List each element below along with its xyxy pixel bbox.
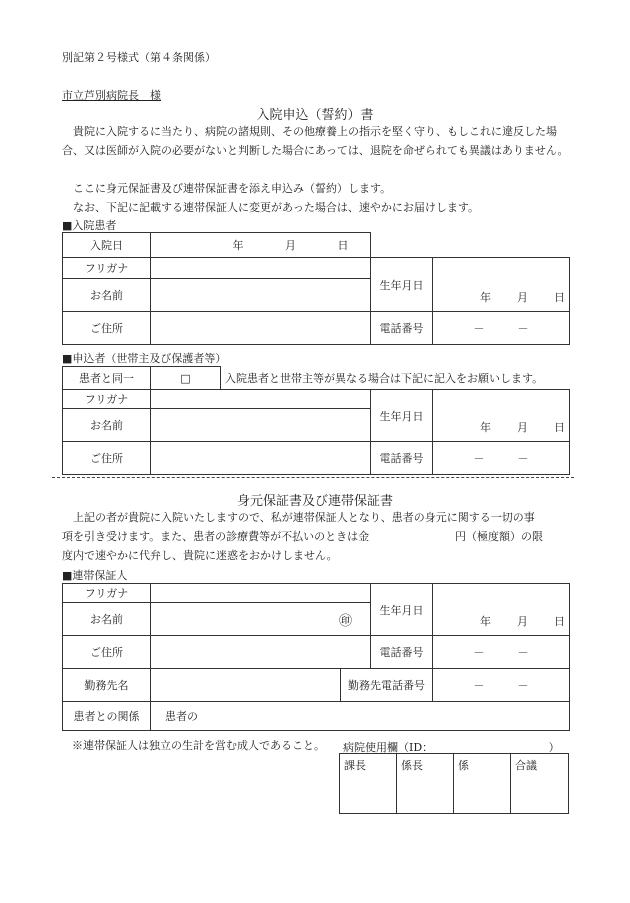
- guarantee-line-3: 度内で速やかに代弁し、貴院に迷惑をおかけしません。: [62, 549, 338, 562]
- patient-table: [62, 232, 570, 345]
- guarantor-section-label: ■連帯保証人: [62, 569, 128, 582]
- applicant-instruction: 入院患者と世帯主等が異なる場合は下記に記入をお願いします。: [225, 371, 544, 385]
- guarantor-name-field[interactable]: [151, 603, 371, 636]
- applicant-furigana-field[interactable]: [151, 390, 371, 409]
- patient-phone-label: 電話番号: [371, 312, 433, 345]
- guarantor-furigana-field[interactable]: [151, 584, 371, 603]
- patient-birth-label: 生年月日: [371, 258, 433, 312]
- applicant-table: [62, 366, 570, 475]
- patient-address-field[interactable]: [151, 312, 371, 345]
- patient-furigana-field[interactable]: [151, 258, 371, 279]
- day-mark: 日: [337, 239, 349, 252]
- applicant-name-field[interactable]: [151, 409, 371, 442]
- workplace-field[interactable]: [151, 669, 341, 702]
- office-col-staff: 係: [454, 754, 511, 814]
- guarantee-title: 身元保証書及び連帯保証書: [236, 494, 393, 509]
- patient-address-label: ご住所: [63, 312, 151, 345]
- applicant-birth-label: 生年月日: [371, 390, 433, 442]
- guarantor-address-field[interactable]: [151, 636, 371, 669]
- addressee: 市立芦別病院長 様: [62, 89, 161, 102]
- applicant-address-label: ご住所: [63, 442, 151, 475]
- applicant-section-label: ■申込者（世帯主及び保護者等）: [62, 352, 227, 365]
- admission-date-label: 入院日: [63, 233, 151, 258]
- patient-phone-field[interactable]: － －: [433, 312, 570, 345]
- office-use-caption: 病院使用欄（ID： ）: [343, 741, 560, 754]
- form-reference: 別記第２号様式（第４条関係）: [62, 51, 216, 64]
- applicant-name-label: お名前: [63, 409, 151, 442]
- office-use-table: [339, 753, 569, 814]
- cut-line: [52, 477, 574, 478]
- month-mark: 月: [285, 239, 296, 252]
- patient-section-label: ■入院患者: [62, 219, 117, 232]
- applicant-furigana-label: フリガナ: [63, 390, 151, 409]
- applicant-phone-label: 電話番号: [371, 442, 433, 475]
- applicant-address-field[interactable]: [151, 442, 371, 475]
- guarantor-note: ※連帯保証人は独立の生計を営む成人であること。: [72, 739, 325, 752]
- admission-date-field[interactable]: [151, 233, 371, 258]
- guarantor-birth-label: 生年月日: [371, 584, 433, 636]
- office-col-subsection-chief: 係長: [397, 754, 454, 814]
- guarantee-line-2a: 項を引き受けます。また、患者の診療費等が不払いのときは金: [62, 530, 370, 543]
- admission-paragraph-1: 貴院に入院するに当たり、病院の諸規則、その他療養上の指示を堅く守り、もしこれに違反した場合、又は医師が入院の必要がないと判断した場合にあっては、退院を命ぜられても異議はありません。: [62, 125, 569, 157]
- patient-name-field[interactable]: [151, 279, 371, 312]
- applicant-birth-field[interactable]: 年 月 日: [433, 390, 570, 442]
- guarantee-line-1: 上記の者が貴院に入院いたしますので、私が連帯保証人となり、患者の身元に関する一切の事: [73, 511, 535, 524]
- workplace-phone-field[interactable]: － －: [433, 669, 570, 702]
- admission-paragraph-3: なお、下記に記載する連帯保証人に変更があった場合は、速やかにお届けします。: [73, 201, 480, 214]
- office-col-consultation: 合議: [511, 754, 569, 814]
- guarantor-birth-field[interactable]: 年 月 日: [433, 584, 570, 636]
- same-as-patient-checkbox[interactable]: □: [151, 367, 221, 390]
- patient-furigana-label: フリガナ: [63, 258, 151, 279]
- patient-birth-field[interactable]: 年 月 日: [433, 258, 570, 312]
- admission-paragraph-2: ここに身元保証書及び連帯保証書を添え申込み（誓約）します。: [73, 182, 392, 195]
- same-as-patient-label: 患者と同一: [63, 367, 151, 390]
- patient-name-label: お名前: [63, 279, 151, 312]
- workplace-phone-label: 勤務先電話番号: [341, 669, 433, 702]
- guarantor-name-label: お名前: [63, 603, 151, 636]
- relation-label: 患者との関係: [63, 702, 151, 731]
- workplace-label: 勤務先名: [63, 669, 151, 702]
- guarantor-phone-label: 電話番号: [371, 636, 433, 669]
- admission-title: 入院申込（誓約）書: [256, 108, 374, 123]
- seal-mark: ㊞: [338, 613, 352, 629]
- applicant-phone-field[interactable]: － －: [433, 442, 570, 475]
- guarantor-table: [62, 583, 570, 731]
- relation-field[interactable]: 患者の: [151, 702, 570, 731]
- guarantor-address-label: ご住所: [63, 636, 151, 669]
- guarantor-phone-field[interactable]: － －: [433, 636, 570, 669]
- year-mark: 年: [232, 239, 244, 252]
- guarantor-furigana-label: フリガナ: [63, 584, 151, 603]
- guarantee-line-2b: 円（極度額）の限: [455, 530, 543, 543]
- office-col-section-chief: 課長: [340, 754, 397, 814]
